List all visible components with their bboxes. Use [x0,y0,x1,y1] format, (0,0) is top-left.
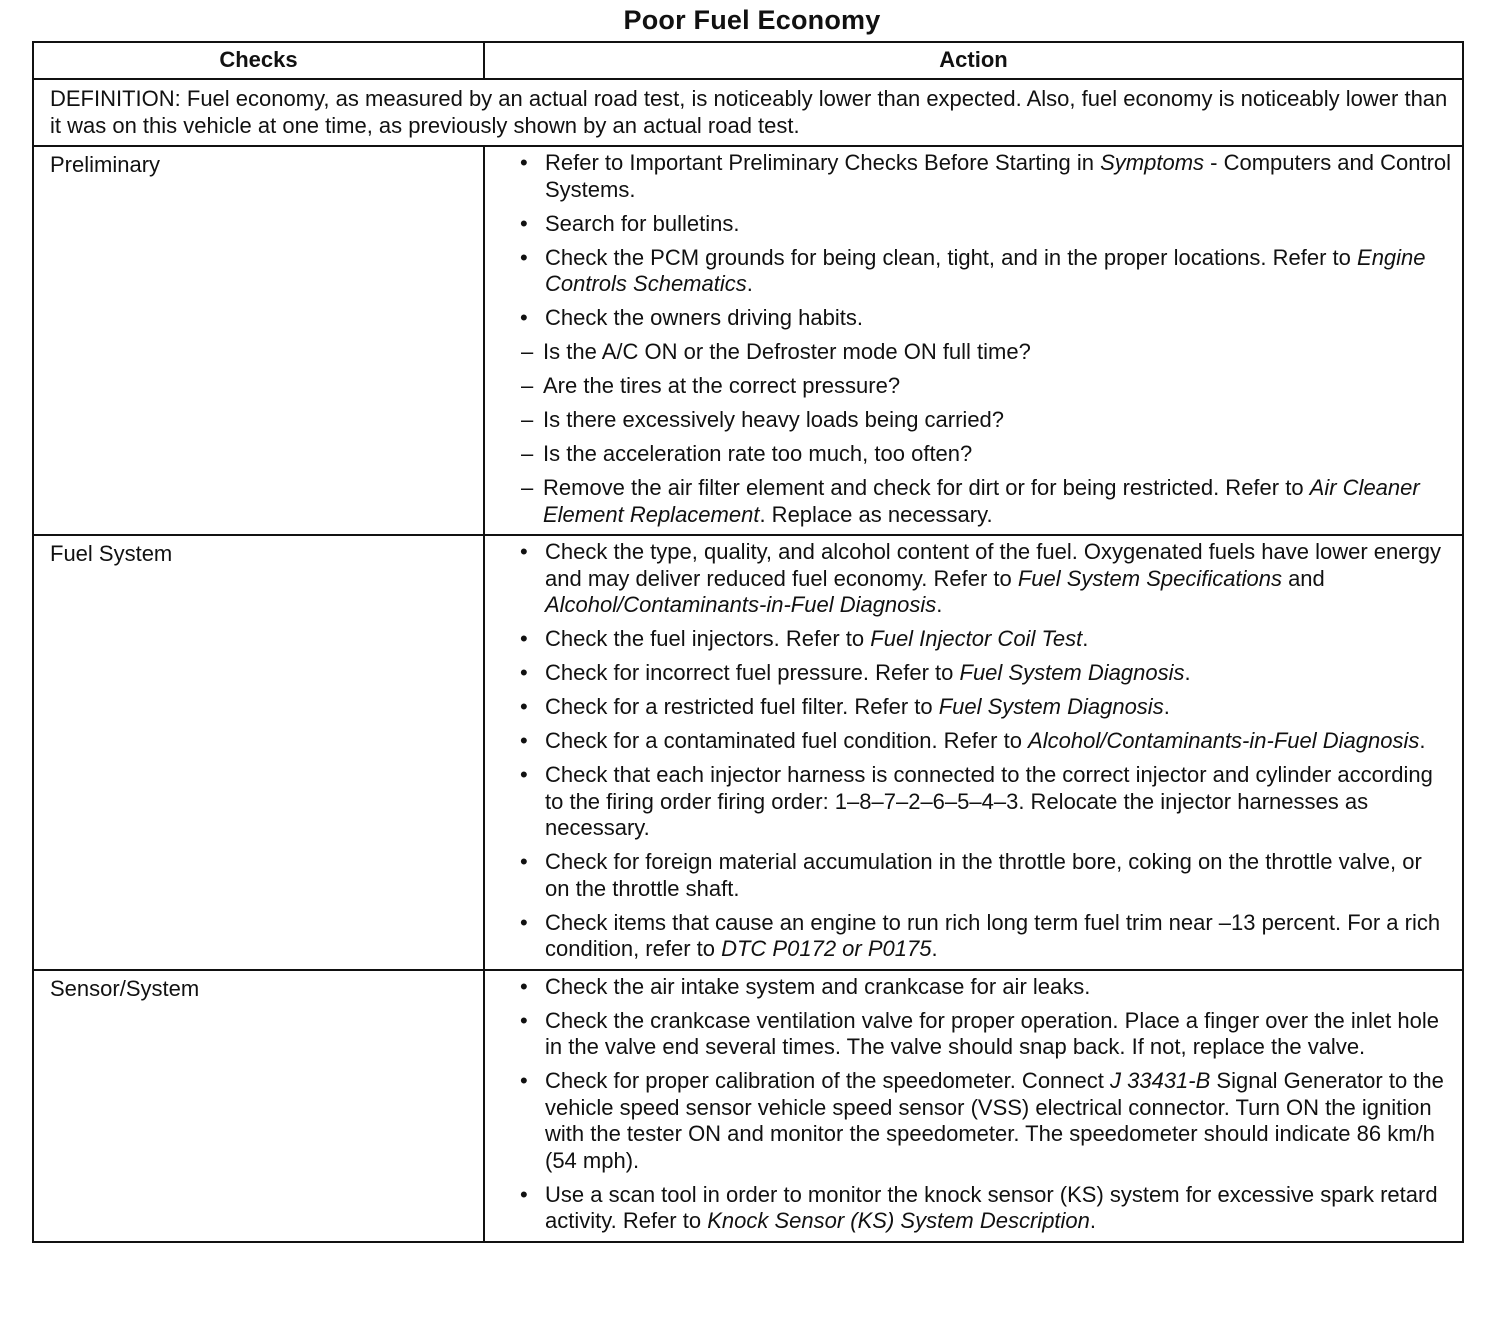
list-item: • Check the air intake system and crankcase for air leaks. [520,973,1091,999]
sub-list-item: – Are the tires at the correct pressure? [521,373,901,398]
reference-link: Air Cleaner Element Replacement [543,475,1420,527]
bullet-icon: • [520,626,528,651]
bullet-icon: • [520,909,528,935]
header-row [33,42,1463,79]
action-list [519,974,1452,1235]
action-cell-sensor-system [484,970,1463,1242]
list-item: • Check the type, quality, and alcohol content of the fuel. Oxygenated fuels have lower energy and may deliver reduced fuel economy. Refer to Fuel System Specifications and Alcohol/Contaminants-in-Fuel Diagnosis. [520,539,1442,617]
reference-link: DTC P0172 or P0175 [721,936,932,961]
dash-icon: – [521,407,534,432]
action-list [519,150,1452,528]
sub-list-item: – Is there excessively heavy loads being carried? [521,407,1005,432]
table-row [33,535,1463,970]
reference-link: Symptoms [1100,150,1205,175]
bullet-icon: • [520,305,528,330]
reference-link: Fuel System Diagnosis [959,660,1185,685]
list-item: • Check the crankcase ventilation valve for proper operation. Place a finger over the inlet hole in the valve end several times. The valve should snap back. If not, replace the valve. [520,1007,1439,1059]
list-item: • Check the fuel injectors. Refer to Fuel Injector Coil Test. [520,626,1089,651]
list-item: • Check the PCM grounds for being clean, tight, and in the proper locations. Refer to Engine Controls Schematics. [520,244,1426,296]
definition-text: DEFINITION: Fuel economy, as measured by an actual road test, is noticeably lower than expected. Also, fuel economy is noticeably lower than it was on this vehicle at one time, as previously shown by an actual road test. [33,79,1463,146]
bullet-icon: • [520,728,528,753]
bullet-icon: • [520,210,528,236]
reference-link: J 33431-B [1110,1068,1211,1093]
list-item: • Check for proper calibration of the speedometer. Connect J 33431-B Signal Generator to the vehicle speed sensor vehicle speed sensor (VSS) electrical connector. Turn ON the ignition with the tester ON and monitor the speedometer. The speedometer should indicate 86 km/h (54 mph). [520,1068,1444,1173]
list-item: • Check that each injector harness is connected to the correct injector and cylinder according to the firing order firing order: 1–8–7–2–6–5–4–3. Relocate the injector harnesses as necessary. [520,762,1433,840]
bullet-icon: • [520,1068,528,1093]
reference-link: Fuel System Diagnosis [938,694,1164,719]
diagnostic-table [32,41,1464,1243]
bullet-icon: • [520,849,528,874]
bullet-icon: • [520,694,528,719]
list-item: • Search for bulletins. [520,210,740,236]
bullet-icon: • [520,973,528,999]
list-item: • Check for a restricted fuel filter. Refer to Fuel System Diagnosis. [520,694,1170,719]
page-title: Poor Fuel Economy [623,5,881,35]
sub-list-item: – Remove the air filter element and check for dirt or for being restricted. Refer to Air Cleaner Element Replacement. Replace as necessary. [521,475,1420,527]
bullet-icon: • [520,660,528,685]
bullet-icon: • [520,1007,528,1033]
dash-icon: – [521,441,534,466]
definition-row [33,79,1463,146]
reference-link: Alcohol/Contaminants-in-Fuel Diagnosis [545,592,937,617]
column-header-checks: Checks [33,42,484,79]
sub-list-item: – Is the acceleration rate too much, too often? [521,441,973,466]
reference-link: Fuel Injector Coil Test [870,626,1083,651]
list-item: • Check the owners driving habits. – Is the A/C ON or the Defroster mode ON full time? – Are the tires at the correct pressure? – Is there excessively heavy loads being carried? – Is the acceleration rate too much, too often? – Remove the air filter element and check for dirt or for being restricted. Refer to Air Cleaner Element Replacement. Replace as necessary. [519,305,1452,528]
reference-link: Alcohol/Contaminants-in-Fuel Diagnosis [1028,728,1420,753]
check-label-preliminary: Preliminary [33,146,484,535]
list-item: • Check for foreign material accumulation in the throttle bore, coking on the throttle valve, or on the throttle shaft. [520,849,1422,901]
list-item: • Check for incorrect fuel pressure. Refer to Fuel System Diagnosis. [520,660,1191,685]
dash-icon: – [521,373,534,398]
bullet-icon: • [520,1181,528,1207]
bullet-icon: • [520,150,528,175]
list-item: • Use a scan tool in order to monitor the knock sensor (KS) system for excessive spark retard activity. Refer to Knock Sensor (KS) System Description. [520,1181,1438,1233]
check-label-fuel-system: Fuel System [33,535,484,970]
bullet-icon: • [520,539,528,564]
column-header-action: Action [484,42,1463,79]
reference-link: Fuel System Specifications [1017,565,1282,591]
driving-habits-sublist [521,339,1452,528]
check-label-sensor-system: Sensor/System [33,970,484,1242]
reference-link: Engine Controls Schematics [545,244,1426,296]
bullet-icon: • [520,244,528,270]
table-row [33,970,1463,1242]
action-cell-fuel-system [484,535,1463,970]
action-cell-preliminary [484,146,1463,535]
sub-list-item: – Is the A/C ON or the Defroster mode ON full time? [521,339,1031,364]
dash-icon: – [521,475,534,500]
action-list [519,539,1452,963]
list-item: • Check for a contaminated fuel condition. Refer to Alcohol/Contaminants-in-Fuel Diagnosis. [520,728,1426,753]
dash-icon: – [521,339,534,364]
reference-link: Knock Sensor (KS) System Description [707,1208,1090,1233]
table-row [33,146,1463,535]
list-item: • Refer to Important Preliminary Checks Before Starting in Symptoms - Computers and Control Systems. [520,150,1452,202]
bullet-icon: • [520,762,528,787]
list-item: • Check items that cause an engine to run rich long term fuel trim near –13 percent. For a rich condition, refer to DTC P0172 or P0175. [520,909,1441,961]
